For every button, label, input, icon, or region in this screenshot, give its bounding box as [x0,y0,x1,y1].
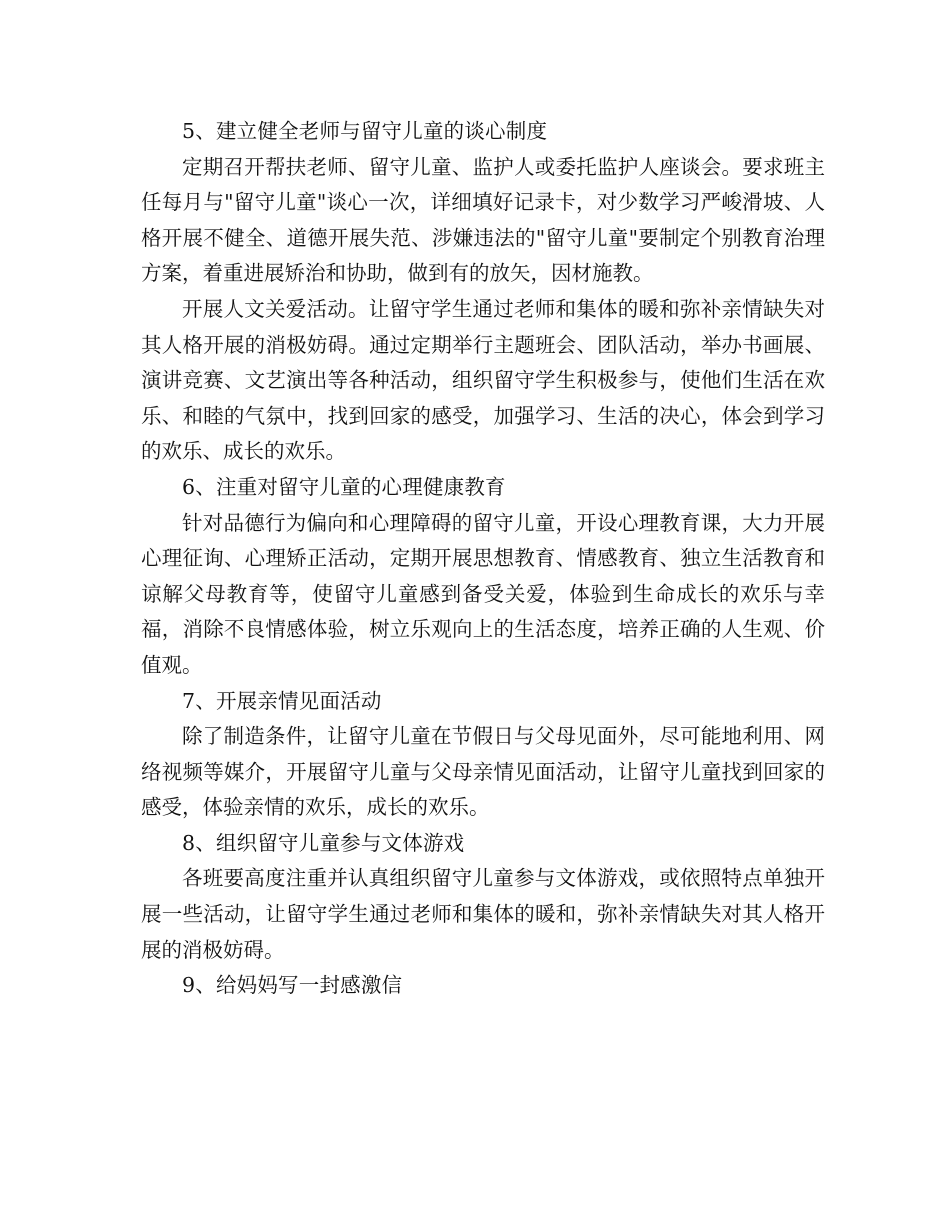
body-paragraph: 各班要高度注重并认真组织留守儿童参与文体游戏，或依照特点单独开展一些活动，让留守学生通过老师和集体的暖和，弥补亲情缺失对其人格开展的消极妨碍。 [141,866,825,962]
section-heading-5: 5、建立健全老师与留守儿童的谈心制度 [182,119,548,143]
document-body [141,114,825,1004]
body-paragraph: 除了制造条件，让留守儿童在节假日与父母见面外，尽可能地利用、网络视频等媒介，开展留守儿童与父母亲情见面活动，让留守儿童找到回家的感受，体验亲情的欢乐，成长的欢乐。 [141,724,825,820]
body-paragraph: 针对品德行为偏向和心理障碍的留守儿童，开设心理教育课，大力开展心理征询、心理矫正活动，定期开展思想教育、情感教育、独立生活教育和谅解父母教育等，使留守儿童感到备受关爱，体验到生命成长的欢乐与幸福，消除不良情感体验，树立乐观向上的生活态度，培养正确的人生观、价值观。 [141,510,825,677]
section-heading-6: 6、注重对留守儿童的心理健康教育 [182,474,506,499]
section-heading-9: 9、给妈妈写一封感激信 [182,973,403,998]
section-heading-7: 7、开展亲情见面活动 [182,688,382,713]
body-paragraph: 定期召开帮扶老师、留守儿童、监护人或委托监护人座谈会。要求班主任每月与"留守儿童"谈心一次，详细填好记录卡，对少数学习严峻滑坡、人格开展不健全、道德开展失范、涉嫌违法的"留守儿童"要制定个别教育治理方案，着重进展矫治和协助，做到有的放矢，因材施教。 [141,154,825,286]
body-paragraph: 开展人文关爱活动。让留守学生通过老师和集体的暖和弥补亲情缺失对其人格开展的消极妨碍。通过定期举行主题班会、团队活动，举办书画展、演讲竞赛、文艺演出等各种活动，组织留守学生积极参与，使他们生活在欢乐、和睦的气氛中，找到回家的感受，加强学习、生活的决心，体会到学习的欢乐、成长的欢乐。 [141,296,825,464]
section-heading-8: 8、组织留守儿童参与文体游戏 [182,830,465,855]
